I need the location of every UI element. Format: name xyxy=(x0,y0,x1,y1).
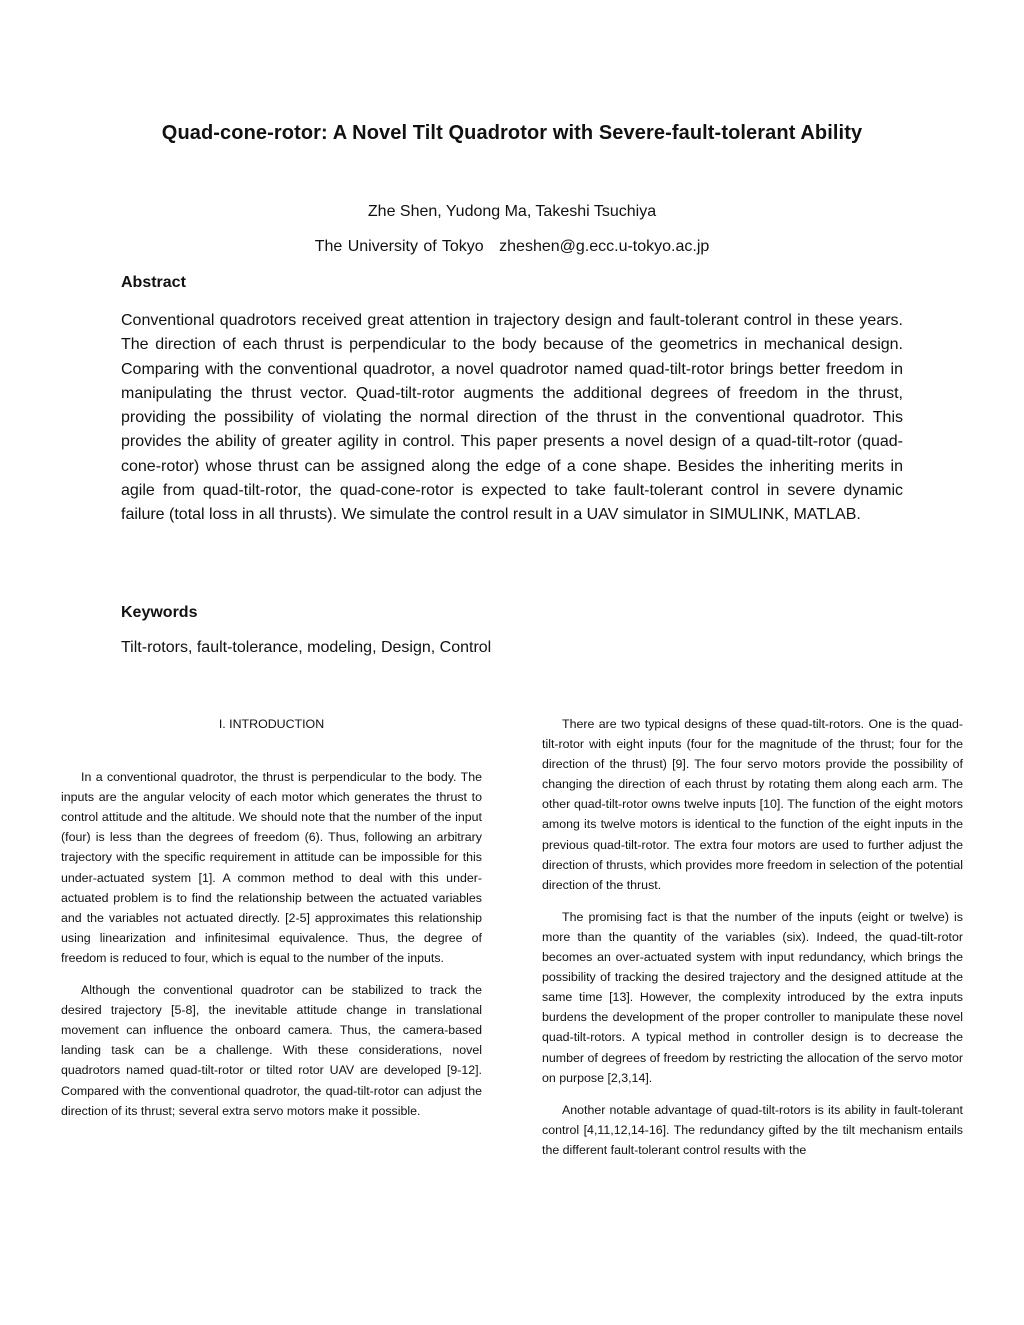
author-email: zheshen@g.ecc.u-tokyo.ac.jp xyxy=(499,238,710,255)
left-column xyxy=(61,714,482,1133)
affiliation-name: The University of Tokyo xyxy=(314,238,484,255)
intro-paragraph: There are two typical designs of these quad-tilt-rotors. One is the quad-tilt-rotor with eight inputs (four for the magnitude of the thrust; four for the direction of the thrust) [9]. The four servo motors provide the possibility of changing the direction of each thrust by rotating them along each arm. The other quad-tilt-rotor owns twelve inputs [10]. The function of the eight motors among its twelve motors is identical to the function of the eight inputs in the previous quad-tilt-rotor. The extra four motors are used to further adjust the direction of thrusts, which provides more freedom in selection of the potential direction of the thrust. xyxy=(542,717,963,892)
affiliation-line xyxy=(0,238,1024,256)
paper-title: Quad-cone-rotor: A Novel Tilt Quadrotor with Severe-fault-tolerant Ability xyxy=(161,122,863,144)
intro-paragraph: Another notable advantage of quad-tilt-rotors is its ability in fault-tolerant control [4,11,12,14-16]. The redundancy gifted by the tilt mechanism entails the different fault-tolerant control results with the xyxy=(542,1102,963,1157)
abstract-text: Conventional quadrotors received great attention in trajectory design and fault-tolerant control in these years. The direction of each thrust is perpendicular to the body because of the geometrics in mechanical design. Comparing with the conventional quadrotor, a novel quadrotor named quad-tilt-rotor brings better freedom in manipulating the thrust vector. Quad-tilt-rotor augments the additional degrees of freedom in the thrust, providing the possibility of violating the normal direction of the thrust in the conventional quadrotor. This provides the ability of greater agility in control. This paper presents a novel design of a quad-tilt-rotor (quad-cone-rotor) whose thrust can be assigned along the edge of a cone shape. Besides the inheriting merits in agile from quad-tilt-rotor, the quad-cone-rotor is expected to take fault-tolerant control in severe dynamic failure (total loss in all thrusts). We simulate the control result in a UAV simulator in SIMULINK, MATLAB. xyxy=(121,312,903,524)
introduction-heading: I. INTRODUCTION xyxy=(218,717,325,731)
keywords-text: Tilt-rotors, fault-tolerance, modeling, Design, Control xyxy=(121,639,492,656)
abstract-heading: Abstract xyxy=(121,274,186,291)
author-list: Zhe Shen, Yudong Ma, Takeshi Tsuchiya xyxy=(367,203,657,220)
intro-paragraph: Although the conventional quadrotor can be stabilized to track the desired trajectory [5-8], the inevitable attitude change in translational movement can influence the onboard camera. Thus, the camera-based landing task can be a challenge. With these considerations, novel quadrotors named quad-tilt-rotor or tilted rotor UAV are developed [9-12]. Compared with the conventional quadrotor, the quad-tilt-rotor can adjust the direction of its thrust; several extra servo motors make it possible. xyxy=(61,983,482,1118)
intro-paragraph: In a conventional quadrotor, the thrust is perpendicular to the body. The inputs are the angular velocity of each motor which generates the thrust to control attitude and the altitude. We should note that the number of the input (four) is less than the degrees of freedom (6). Thus, following an arbitrary trajectory with the specific requirement in attitude can be impossible for this under-actuated system [1]. A common method to deal with this under-actuated problem is to find the relationship between the actuated variables and the variables not actuated directly. [2-5] approximates this relationship using linearization and infinitesimal equivalence. Thus, the degree of freedom is reduced to four, which is equal to the number of the inputs. xyxy=(61,770,482,965)
right-column xyxy=(542,714,963,1172)
keywords-heading: Keywords xyxy=(121,604,198,621)
intro-paragraph: The promising fact is that the number of the inputs (eight or twelve) is more than the quantity of the variables (six). Indeed, the quad-tilt-rotor becomes an over-actuated system with input redundancy, which brings the possibility of tracking the desired trajectory and the designed attitude at the same time [13]. However, the complexity introduced by the extra inputs burdens the development of the proper controller to manipulate these novel quad-tilt-rotors. A typical method in controller design is to decrease the number of degrees of freedom by restricting the allocation of the servo motor on purpose [2,3,14]. xyxy=(542,909,963,1085)
